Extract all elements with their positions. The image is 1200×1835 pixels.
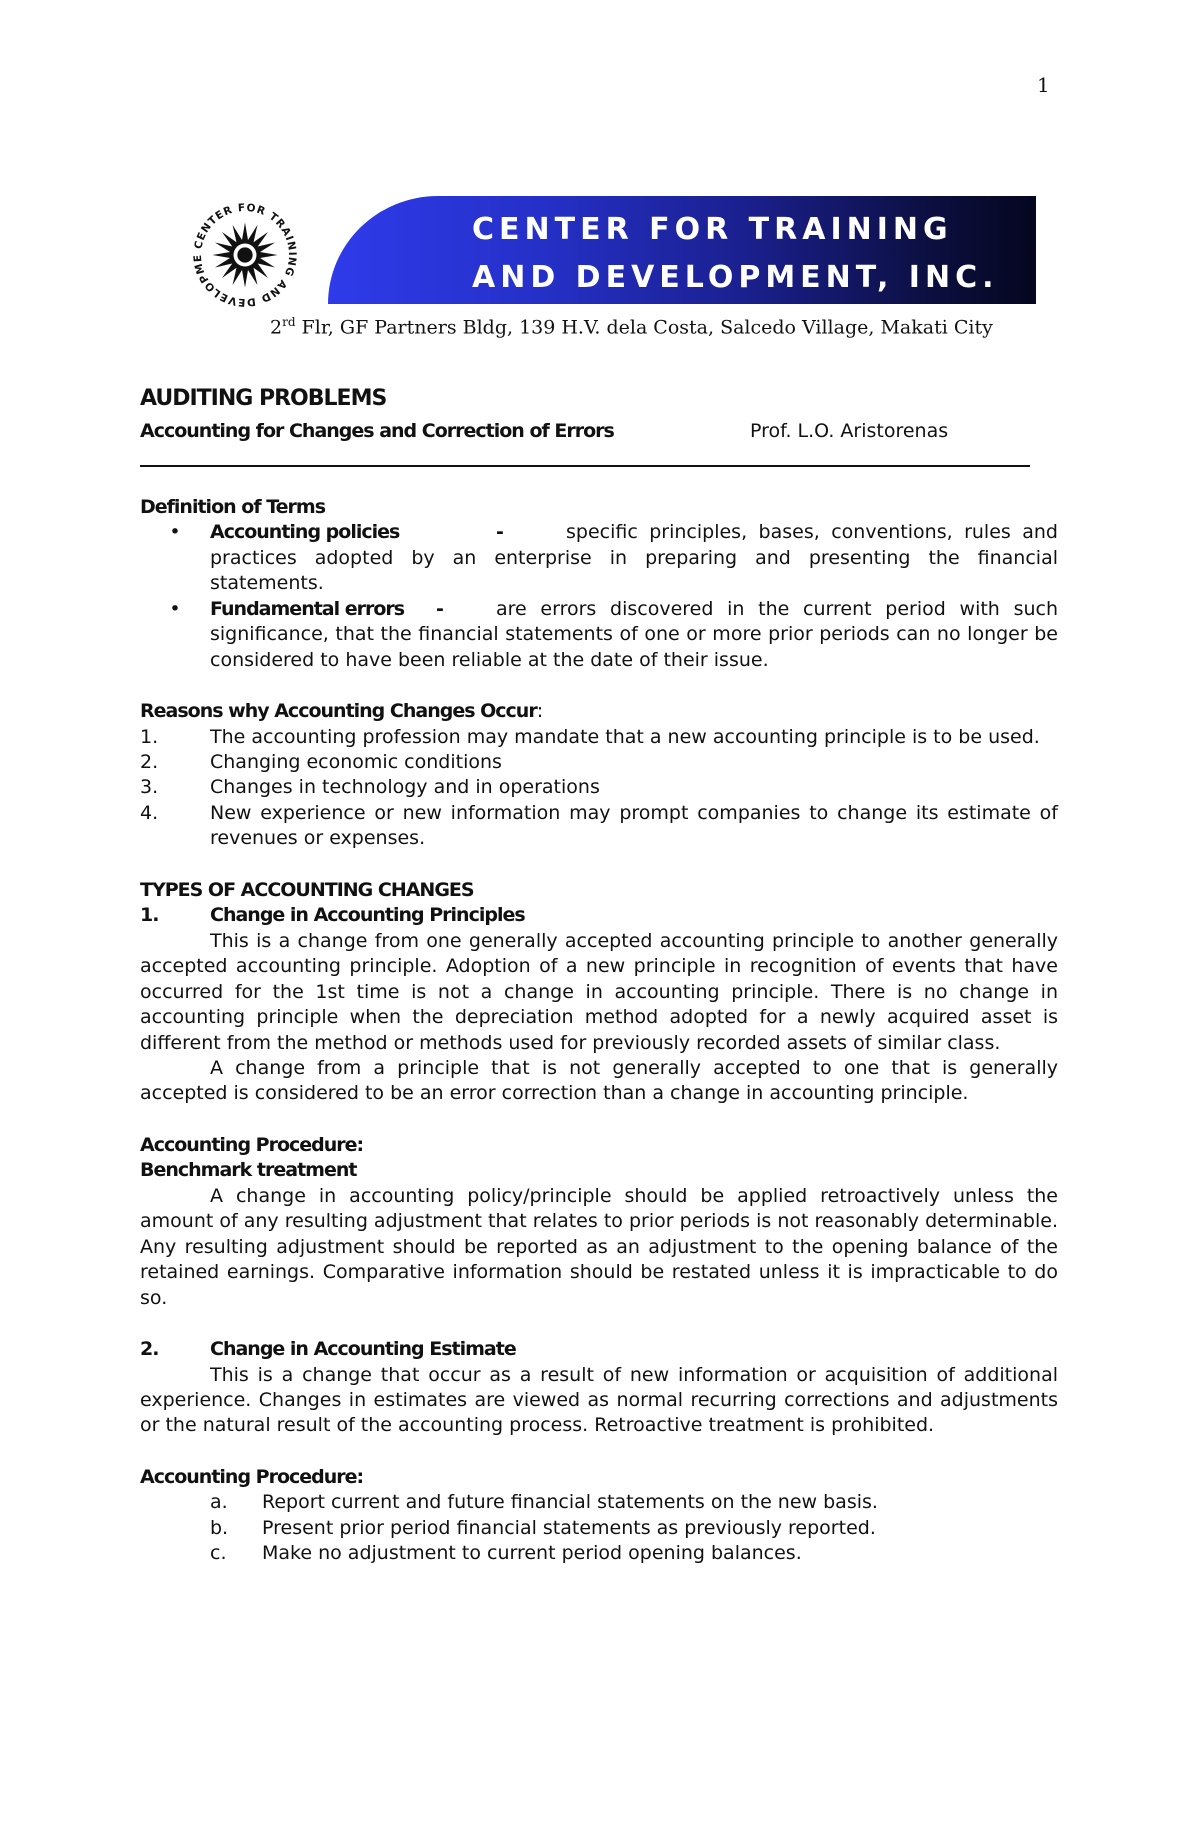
address-line [270, 314, 993, 341]
types-heading: TYPES OF ACCOUNTING CHANGES [140, 878, 474, 901]
list-text: Report current and future financial statements on the new basis. [262, 1491, 878, 1514]
list-number: 1. [140, 725, 159, 748]
definition-text: are errors discovered in the current period with such significance, that the financial statements of one or more prior periods can no longer be considered to have been reliable at the date of their issue. [210, 597, 1058, 671]
paragraph: This is a change from one generally accepted accounting principle to another generally accepted accounting principle. Adoption of a new principle in recognition of events that have occurred for the 1st time is not a change in accounting principle. There is no change in accounting principle when the depreciation method adopted for a newly acquired asset is different from the method or methods used for previously recorded assets of similar class. [140, 929, 1058, 1054]
list-text: New experience or new information may prompt companies to change its estimate of revenues or expenses. [210, 801, 1058, 850]
company-seal-logo [178, 188, 312, 322]
list-text: Make no adjustment to current period opening balances. [262, 1542, 802, 1565]
section-number: 1. [140, 904, 159, 927]
paragraph: This is a change that occur as a result of new information or acquisition of additional experience. Changes in estimates are viewed as normal recurring corrections and adjustments or the natural result of the accounting process. Retroactive treatment is prohibited. [140, 1363, 1058, 1437]
list-text: Changing economic conditions [210, 751, 502, 773]
definition-item [140, 597, 1058, 673]
definitions-heading: Definition of Terms [140, 495, 325, 518]
list-text: Present prior period financial statements as previously reported. [262, 1516, 876, 1539]
banner-line-2: AND DEVELOPMENT, INC. [472, 260, 999, 295]
logo-ring-text: CENTER FOR TRAINING AND DEVELOPME [191, 201, 299, 309]
procedure-heading: Accounting Procedure: [140, 1465, 364, 1488]
list-item [140, 750, 1058, 775]
banner-line-1: CENTER FOR TRAINING [472, 212, 953, 247]
list-item [140, 725, 1058, 750]
definition-term: Fundamental errors [210, 597, 405, 620]
list-number: 4. [140, 801, 159, 824]
procedure-heading: Accounting Procedure: [140, 1133, 364, 1156]
paragraph: A change from a principle that is not generally accepted to one that is generally accepted is considered to be an error correction than a change in accounting principle. [140, 1056, 1058, 1105]
list-number: 3. [140, 776, 159, 799]
document-body [140, 384, 1058, 1567]
list-letter: b. [210, 1516, 229, 1539]
header-divider [140, 465, 1030, 467]
list-item [140, 775, 1058, 800]
bullet-icon: • [169, 521, 181, 544]
reasons-heading: Reasons why Accounting Changes Occur [140, 700, 537, 723]
address-text: Flr, GF Partners Bldg, 139 H.V. dela Costa, Salcedo Village, Makati City [295, 316, 993, 339]
section-title: Change in Accounting Estimate [210, 1338, 516, 1361]
address-ordinal: 2 [270, 316, 283, 339]
list-text: Changes in technology and in operations [210, 776, 600, 799]
section-number: 2. [140, 1338, 159, 1361]
document-title: AUDITING PROBLEMS [140, 386, 387, 411]
section-heading-estimate [140, 1337, 1058, 1362]
definition-dash: - [436, 597, 444, 620]
section-heading-principles [140, 903, 1058, 928]
definition-term: Accounting policies [210, 521, 400, 544]
definition-dash: - [496, 521, 504, 544]
list-letter: c. [210, 1542, 227, 1565]
benchmark-heading: Benchmark treatment [140, 1159, 357, 1182]
reasons-colon: : [536, 700, 544, 723]
list-item [140, 801, 1058, 852]
page-number: 1 [1037, 73, 1050, 97]
definition-item [140, 520, 1058, 596]
address-ordinal-suffix: rd [282, 315, 296, 329]
paragraph: A change in accounting policy/principle should be applied retroactively unless the amount of any resulting adjustment that relates to prior periods is not reasonably determinable. Any resulting adjustment should be reported as an adjustment to the opening balance of the retained earnings. Comparative information should be restated unless it is impracticable to do so. [140, 1184, 1058, 1309]
definition-text: specific principles, bases, conventions, rules and practices adopted by an enterprise in preparing and presenting the financial statements. [210, 521, 1058, 595]
document-subtitle: Accounting for Changes and Correction of Errors [140, 420, 614, 443]
list-item [140, 1516, 1058, 1541]
list-letter: a. [210, 1491, 228, 1514]
section-title: Change in Accounting Principles [210, 904, 525, 927]
header-banner [328, 196, 1036, 304]
list-text: The accounting profession may mandate that a new accounting principle is to be used. [210, 725, 1040, 748]
bullet-icon: • [169, 597, 181, 620]
author-name: Prof. L.O. Aristorenas [750, 420, 949, 443]
list-item [140, 1541, 1058, 1566]
list-item [140, 1490, 1058, 1515]
list-number: 2. [140, 751, 159, 773]
